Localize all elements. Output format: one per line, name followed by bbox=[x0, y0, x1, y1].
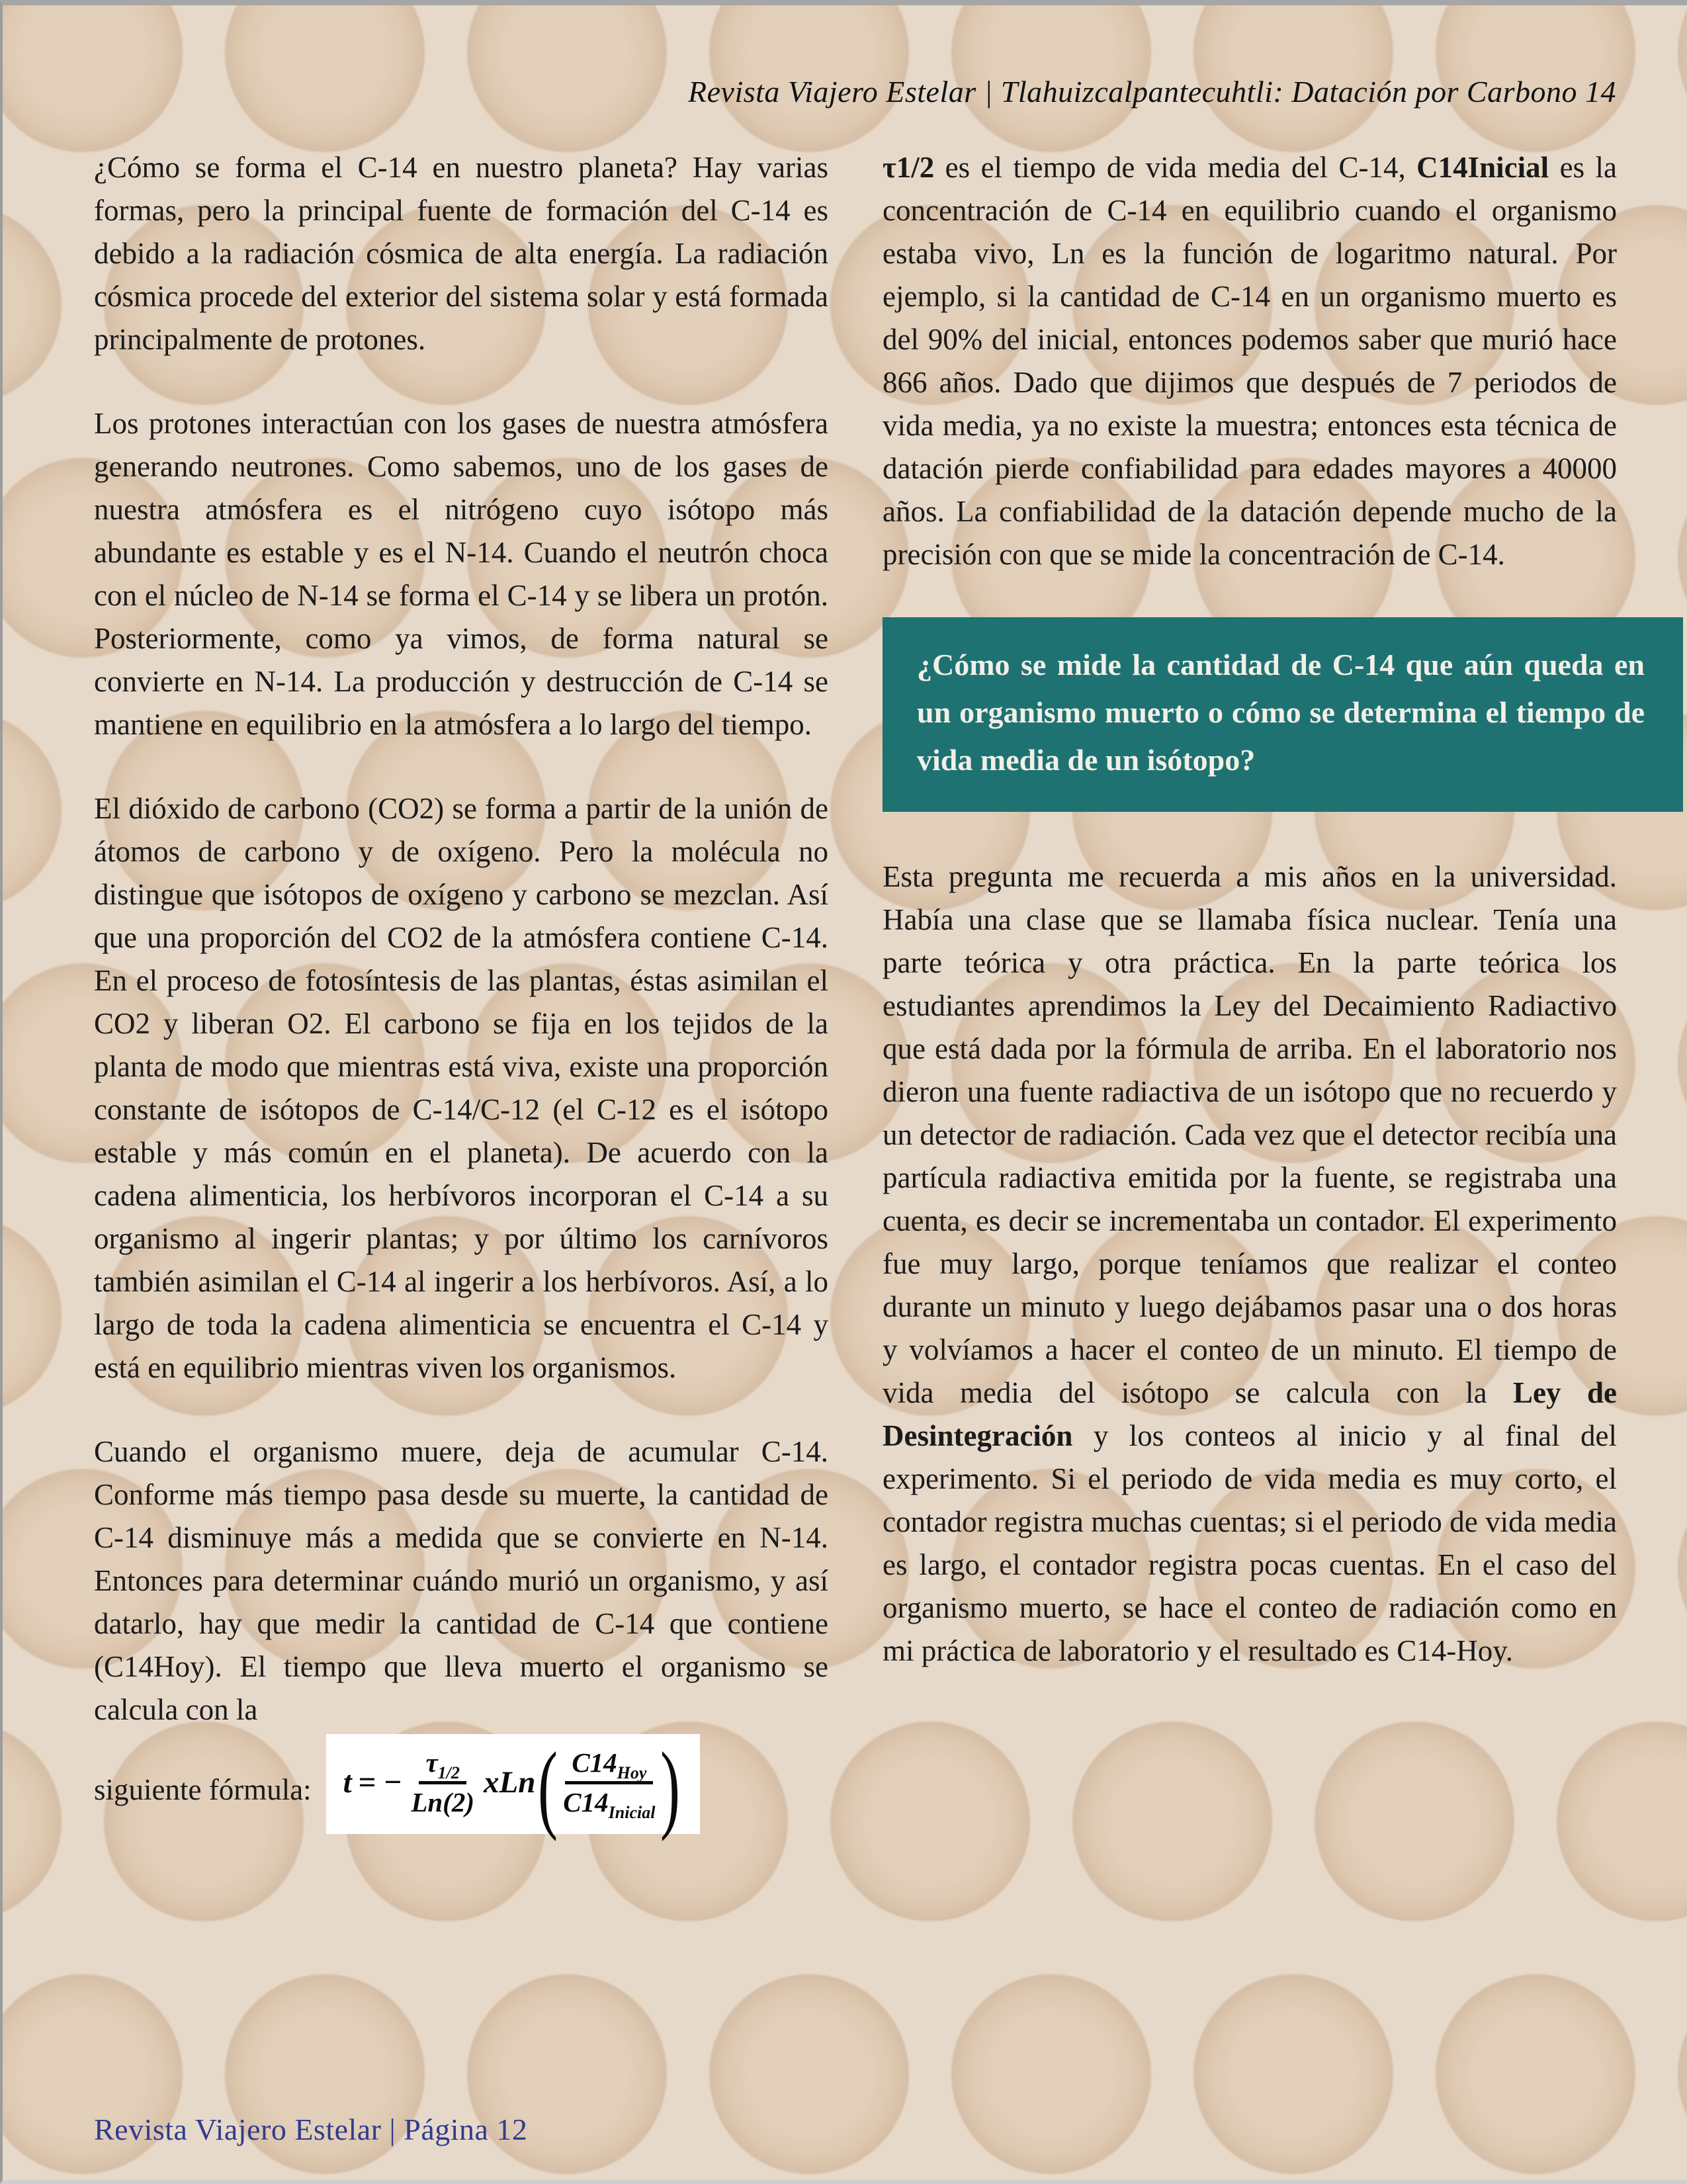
formula-fraction-halflife bbox=[411, 1747, 474, 1818]
paragraph-halflife-explanation: τ1/2 es el tiempo de vida media del C-14, C14Inicial es la concentración de C-14 en equilibrio cuando el organismo estaba vivo, Ln es la función de logaritmo natural. Por ejemplo, si la cantidad de C-14 en un organismo muerto es del 90% del inicial, entonces podemos saber que murió hace 866 años. Dado que dijimos que después de 7 periodos de vida media, ya no existe la muestra; entonces esta técnica de datación pierde confiabilidad para edades mayores a 40000 años. La confiabilidad de la datación depende mucho de la precisión con que se mide la concentración de C-14. bbox=[883, 151, 1617, 571]
paragraph-c14-formation: ¿Cómo se forma el C-14 en nuestro planeta? Hay varias formas, pero la principal fuente de formación del C-14 es debido a la radiación cósmica de alta energía. La radiación cósmica procede del exterior del sistema solar y está formada principalmente de protones. bbox=[94, 151, 828, 356]
paragraph-organism-death: Cuando el organismo muere, deja de acumular C-14. Conforme más tiempo pasa desde su muerte, la cantidad de C-14 disminuye más a medida que se convierte en N-14. Entonces para determinar cuándo murió un organismo, y así datarlo, hay que medir la cantidad de C-14 que contiene (C14Hoy). El tiempo que lleva muerto el organismo se calcula con la bbox=[94, 1435, 828, 1726]
left-column bbox=[94, 146, 828, 1842]
question-box-text: ¿Cómo se mide la cantidad de C-14 que aún queda en un organismo muerto o cómo se determina el tiempo de vida media de un isótopo? bbox=[917, 648, 1645, 777]
page-footer bbox=[94, 2112, 527, 2147]
page-header bbox=[94, 74, 1618, 109]
paragraph-university-lab: Esta pregunta me recuerda a mis años en la universidad. Había una clase que se llamaba física nuclear. Tenía una parte teórica y otra práctica. En la parte teórica los estudiantes aprendimos la Ley del Decaimiento Radiactivo que está dada por la fórmula de arriba. En el laboratorio nos dieron una fuente radiactiva de un isótopo que no recuerdo y un detector de radiación. Cada vez que el detector recibía una partícula radiactiva emitida por la fuente, se registraba una cuenta, es decir se incrementaba un contador. El experimento fue muy largo, porque teníamos que realizar el conteo durante un minuto y luego dejábamos pasar una o dos horas y volvíamos a hacer el conteo de un minuto. El tiempo de vida media del isótopo se calcula con la Ley de Desintegración y los conteos al inicio y al final del experimento. Si el periodo de vida media es muy corto, el contador registra muchas cuentas; si el periodo de vida media es largo, el contador registra pocas cuentas. En el caso del organismo muerto, se hace el conteo de radiación como en mi práctica de laboratorio y el resultado es C14-Hoy. bbox=[883, 860, 1617, 1667]
formula-variable-t: t bbox=[343, 1765, 352, 1800]
formula-minus-sign: − bbox=[384, 1765, 402, 1800]
formula-c14inicial-denominator: $C14_{Inicial}$ bbox=[563, 1787, 656, 1823]
paragraph-protons-nitrogen: Los protones interactúan con los gases de nuestra atmósfera generando neutrones. Como sabemos, uno de los gases de nuestra atmósfera es el nitrógeno cuyo isótopo más abundante es estable y es el N-14. Cuando el neutrón choca con el núcleo de N-14 se forma el C-14 y se libera un protón. Posteriormente, como ya vimos, de forma natural se convierte en N-14. La producción y destrucción de C-14 se mantiene en equilibrio en la atmósfera a lo largo del tiempo. bbox=[94, 407, 828, 741]
formula-halflife-numerator: $\tau_{1/2}$ bbox=[419, 1747, 466, 1784]
formula-halflife-denominator: Ln(2) bbox=[411, 1787, 474, 1818]
question-box bbox=[883, 617, 1683, 812]
right-column bbox=[883, 146, 1645, 1834]
formula-lead-text: siguiente fórmula: bbox=[94, 1773, 312, 1806]
formula-c14hoy-numerator: $C14_{Hoy}$ bbox=[565, 1747, 653, 1784]
formula-row bbox=[94, 1731, 828, 1842]
footer-text: Revista Viajero Estelar | Página 12 bbox=[94, 2113, 528, 2146]
formula-equals-sign: = bbox=[358, 1765, 376, 1800]
formula-ln-operator: xLn bbox=[483, 1765, 536, 1800]
formula-box: t = − $\frac{\tau_{1/2}}{Ln(2)}$ xLn ( $\frac{C14_{Hoy}}{C14_{Inicial}}$ ) bbox=[326, 1734, 701, 1834]
paragraph-co2-food-chain: El dióxido de carbono (CO2) se forma a partir de la unión de átomos de carbono y de oxígeno. Pero la molécula no distingue que isótopos de oxígeno y carbono se mezclan. Así que una proporción del CO2 de la atmósfera contiene C-14. En el proceso de fotosíntesis de las plantas, éstas asimilan el CO2 y liberan O2. El carbono se fija en los tejidos de la planta de modo que mientras está viva, existe una proporción constante de isótopos de C-14/C-12 (el C-12 es el isótopo estable y más común en el planeta). De acuerdo con la cadena alimenticia, los herbívoros incorporan el C-14 a su organismo al ingerir plantas; y por último los carnívoros también asimilan el C-14 al ingerir a los herbívoros. Así, a lo largo de toda la cadena alimenticia se encuentra el C-14 y está en equilibrio mientras viven los organismos. bbox=[94, 792, 828, 1384]
two-column-layout bbox=[94, 146, 1645, 1842]
header-title: Revista Viajero Estelar | Tlahuizcalpantecuhtli: Datación por Carbono 14 bbox=[688, 75, 1616, 109]
formula-fraction-c14-ratio bbox=[563, 1747, 656, 1823]
